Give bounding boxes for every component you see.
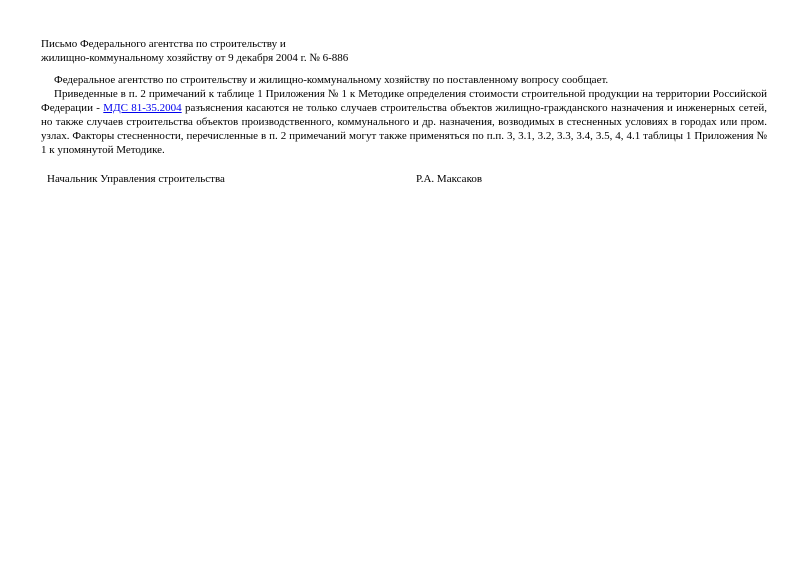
- mds-document-link[interactable]: МДС 81-35.2004: [103, 102, 182, 114]
- signature-position: Начальник Управления строительства: [47, 173, 225, 185]
- paragraph-clarification: [41, 87, 767, 157]
- document-title-line-1: Письмо Федерального агентства по строительству и: [41, 38, 286, 50]
- document-body: [41, 73, 767, 157]
- paragraph-clarification-end: разъяснения касаются не только случаев строительства объектов жилищно-гражданского назначения и инженерных сетей, но также случаев строительства объектов производственного, коммунального и др. назначения, возводимых в стесненных условиях в городах или пром. узлах. Факторы стесненности, перечисленные в п. 2 примечаний могут также применяться по п.п. 3, 3.1, 3.2, 3.3, 3.4, 3.5, 4, 4.1 таблицы 1 Приложения № 1 к упомянутой Методике.: [41, 102, 767, 156]
- paragraph-clarification-start: Приведенные в п. 2 примечаний к таблице 1 Приложения № 1 к Методике определения стоимости строительной продукции на территории Российской Федерации -: [41, 88, 767, 114]
- document-title-line-2: жилищно-коммунальному хозяйству от 9 декабря 2004 г. № 6-886: [41, 52, 349, 64]
- paragraph-intro: Федеральное агентство по строительству и жилищно-коммунальному хозяйству по поставленному вопросу сообщает.: [54, 74, 609, 86]
- document-title: [41, 37, 441, 65]
- signature-name: Р.А. Максаков: [416, 173, 483, 185]
